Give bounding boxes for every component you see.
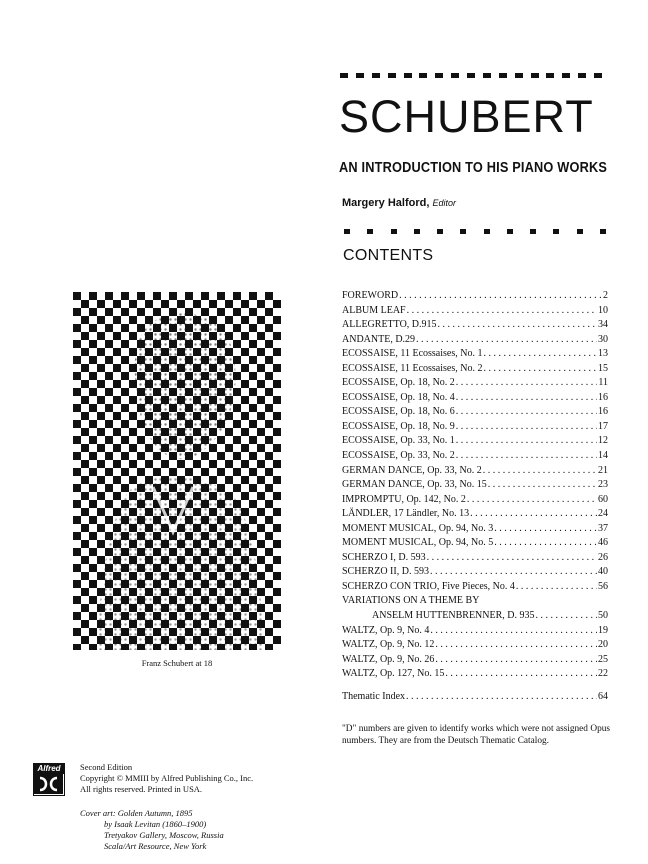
toc-dot-leader [406, 690, 597, 705]
cover-art-line-2: by Isaak Levitan (1860–1900) [104, 819, 207, 829]
toc-entry-page: 34 [598, 319, 608, 331]
d-numbers-note: "D" numbers are given to identify works which were not assigned Opus numbers. They are from the Deutsch Thematic Catalog. [342, 724, 610, 746]
toc-entry [342, 478, 608, 493]
toc-entry [342, 536, 608, 551]
toc-dot-leader [399, 289, 602, 304]
toc-entry-page: 60 [598, 493, 608, 505]
toc-entry-page: 50 [598, 610, 608, 622]
toc-dot-leader [467, 493, 597, 508]
toc-dot-leader [494, 522, 597, 537]
toc-entry-title: ECOSSAISE, 11 Ecossaises, No. 1 [342, 348, 483, 360]
toc-entry [342, 565, 608, 580]
top-decorative-rule [340, 73, 602, 78]
editor-role: Editor [432, 198, 456, 208]
toc-entry [342, 667, 608, 682]
toc-entry-page: 24 [598, 508, 608, 520]
toc-spacer [342, 682, 608, 690]
toc-entry [342, 609, 608, 624]
toc-dot-leader [456, 420, 597, 435]
toc-dot-leader [416, 333, 597, 348]
toc-entry-page: 17 [598, 420, 608, 432]
toc-dot-leader [494, 536, 597, 551]
toc-dot-leader [438, 318, 597, 333]
toc-entry-page: 25 [598, 653, 608, 665]
toc-entry-title: ECOSSAISE, 11 Ecossaises, No. 2 [342, 362, 483, 374]
toc-dot-leader [435, 638, 597, 653]
toc-entry-page: 2 [603, 290, 608, 301]
toc-entry [342, 624, 608, 639]
toc-entry-page: 46 [598, 537, 608, 549]
toc-entry [342, 507, 608, 522]
toc-entry-page: 19 [598, 624, 608, 636]
middle-decorative-rule [344, 229, 606, 234]
toc-entry [342, 347, 608, 362]
toc-entry [342, 449, 608, 464]
toc-entry-title: FOREWORD [342, 290, 399, 301]
toc-entry-page: 64 [598, 690, 608, 702]
toc-entry [342, 304, 608, 319]
toc-entry-title: ECOSSAISE, Op. 18, No. 9 [342, 420, 455, 432]
toc-entry-title: MOMENT MUSICAL, Op. 94, No. 3 [342, 522, 494, 534]
cover-art-line-4: Scala/Art Resource, New York [104, 841, 207, 851]
toc-entry-title: SCHERZO I, D. 593 [342, 551, 426, 563]
toc-entry [342, 434, 608, 449]
toc-entry-title: WALTZ, Op. 9, No. 26 [342, 653, 435, 665]
toc-entry-page: 30 [598, 333, 608, 345]
toc-entry-page: 14 [598, 450, 608, 462]
rights-line: All rights reserved. Printed in USA. [80, 784, 203, 794]
toc-entry-title: ANSELM HUTTENBRENNER, D. 935 [372, 610, 535, 622]
schubert-portrait [73, 292, 281, 650]
toc-entry [342, 653, 608, 668]
cover-art-line-1: Cover art: Golden Autumn, 1895 [80, 808, 193, 818]
toc-entry [342, 362, 608, 377]
toc-entry-title: SCHERZO CON TRIO, Five Pieces, No. 4 [342, 580, 515, 592]
publisher-info [80, 762, 253, 795]
toc-entry-title: ECOSSAISE, Op. 18, No. 4 [342, 391, 455, 403]
toc-entry-page: 26 [598, 551, 608, 563]
toc-entry [342, 391, 608, 406]
editor-name: Margery Halford, [342, 197, 430, 209]
toc-entry-page: 22 [598, 668, 608, 680]
toc-entry-page: 37 [598, 522, 608, 534]
toc-entry-page: 20 [598, 639, 608, 651]
alfred-logo-mark-icon [34, 774, 63, 794]
toc-dot-leader [456, 434, 597, 449]
copyright-line: Copyright © MMIII by Alfred Publishing Co., Inc. [80, 773, 254, 783]
toc-entry-title: WALTZ, Op. 9, No. 12 [342, 639, 435, 651]
toc-entry-title: IMPROMPTU, Op. 142, No. 2 [342, 493, 466, 505]
toc-entry-page: 21 [598, 464, 608, 476]
toc-entry-title: WALTZ, Op. 9, No. 4 [342, 624, 430, 636]
toc-dot-leader [536, 609, 598, 624]
toc-dot-leader [470, 507, 597, 522]
toc-dot-leader [483, 464, 597, 479]
toc-entry-page: 40 [598, 566, 608, 578]
alfred-logo [33, 763, 65, 796]
toc-entry-page: 11 [598, 377, 608, 389]
toc-entry [342, 522, 608, 537]
toc-entry-page: 15 [598, 362, 608, 374]
cover-art-credit [80, 808, 224, 852]
toc-dot-leader [483, 347, 597, 362]
toc-entry-title: ALBUM LEAF [342, 304, 406, 316]
toc-entry-title: MOMENT MUSICAL, Op. 94, No. 5 [342, 537, 494, 549]
cover-art-line-3: Tretyakov Gallery, Moscow, Russia [104, 830, 224, 840]
toc-entry [342, 551, 608, 566]
edition-line: Second Edition [80, 762, 133, 772]
toc-entry [342, 333, 608, 348]
toc-entry-page: 13 [598, 348, 608, 360]
toc-entry [342, 580, 608, 595]
toc-entry-page: 23 [598, 479, 608, 491]
toc-entry [342, 405, 608, 420]
toc-entry [342, 493, 608, 508]
toc-entry-page: 10 [598, 304, 608, 316]
editor-credit [342, 197, 456, 209]
book-subtitle: AN INTRODUCTION TO HIS PIANO WORKS [339, 160, 608, 176]
toc-dot-leader [456, 405, 597, 420]
toc-entry [342, 420, 608, 435]
toc-entry-title: ECOSSAISE, Op. 33, No. 2 [342, 450, 455, 462]
toc-entry [342, 289, 608, 304]
contents-heading: CONTENTS [343, 247, 434, 264]
toc-dot-leader [456, 449, 597, 464]
book-title: SCHUBERT [339, 91, 594, 142]
toc-entry-title: Thematic Index [342, 690, 406, 702]
toc-dot-leader [445, 667, 597, 682]
toc-entry-title: GERMAN DANCE, Op. 33, No. 2 [342, 464, 482, 476]
toc-dot-leader [516, 580, 597, 595]
toc-entry-title: LÄNDLER, 17 Ländler, No. 13 [342, 508, 470, 520]
toc-entry-title: ANDANTE, D.29 [342, 333, 416, 345]
toc-dot-leader [488, 478, 597, 493]
toc-entry [342, 376, 608, 391]
toc-entry-page: 16 [598, 406, 608, 418]
toc-entry [342, 594, 608, 609]
toc-dot-leader [430, 624, 597, 639]
toc-entry-title: GERMAN DANCE, Op. 33, No. 15 [342, 479, 487, 491]
toc-entry-title: ECOSSAISE, Op. 33, No. 1 [342, 435, 455, 447]
toc-entry-title: WALTZ, Op. 127, No. 15 [342, 668, 445, 680]
toc-dot-leader [435, 653, 597, 668]
table-of-contents [342, 289, 608, 704]
toc-entry-page: 56 [598, 580, 608, 592]
toc-dot-leader [407, 304, 597, 319]
toc-dot-leader [456, 391, 597, 406]
toc-entry-page: 12 [598, 435, 608, 447]
toc-entry [342, 638, 608, 653]
alfred-logo-text: Alfred [34, 764, 64, 774]
portrait-caption: Franz Schubert at 18 [141, 658, 213, 668]
toc-entry-title: VARIATIONS ON A THEME BY [342, 595, 480, 607]
toc-entry-title: ALLEGRETTO, D.915 [342, 319, 437, 331]
toc-dot-leader [483, 362, 597, 377]
toc-entry-title: ECOSSAISE, Op. 18, No. 2 [342, 377, 455, 389]
toc-entry-title: ECOSSAISE, Op. 18, No. 6 [342, 406, 455, 418]
toc-dot-leader [430, 565, 597, 580]
toc-entry-page: 16 [598, 391, 608, 403]
toc-entry [342, 690, 608, 705]
toc-entry [342, 464, 608, 479]
toc-dot-leader [456, 376, 598, 391]
toc-dot-leader [427, 551, 597, 566]
toc-entry [342, 318, 608, 333]
toc-entry-title: SCHERZO II, D. 593 [342, 566, 429, 578]
